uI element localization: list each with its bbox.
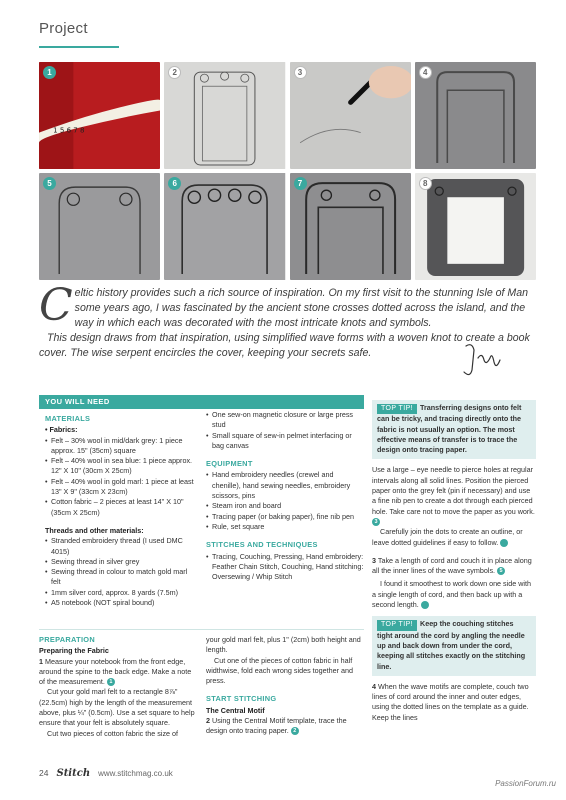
step-paragraph: your gold marl felt, plus 1" (2cm) both height and length.: [206, 635, 361, 655]
list-item: • A5 notebook (NOT spiral bound): [45, 598, 197, 608]
list-item: • 1mm silver cord, approx. 8 yards (7.5m): [45, 588, 197, 598]
preparing-fabric-heading: Preparing the Fabric: [39, 646, 109, 656]
step-photo-grid: [39, 62, 536, 280]
step-number-badge: 2: [168, 66, 181, 79]
photo-finished-frame: [415, 173, 536, 280]
step-paragraph: 4 When the wave motifs are complete, couch two lines of cord around the inner and outer edges, using the dotted lines on the template as a guide. Keep the lines: [372, 681, 529, 722]
instructions-column-right: [372, 400, 536, 723]
central-motif-heading: The Central Motif: [206, 705, 265, 715]
step-number-badge: 4: [419, 66, 432, 79]
step-number-badge: 8: [419, 177, 432, 190]
top-tip-label: TOP TIP!: [377, 620, 417, 630]
start-stitching-column: [206, 635, 364, 737]
list-item: • Felt – 40% wool in gold marl: 1 piece at least 13" X 9" (33cm X 23cm): [45, 477, 197, 498]
stitches-list: [206, 552, 364, 583]
photo-pen-tracing: [290, 62, 411, 169]
fabrics-list: [45, 436, 197, 518]
step-number-badge: 7: [294, 177, 307, 190]
start-stitching-heading: START STITCHING: [206, 694, 277, 704]
materials-column: [45, 414, 197, 608]
fabrics-heading: • Fabrics:: [45, 425, 78, 435]
intro-paragraph-1: Celtic history provides such a rich source of inspiration. On my first visit to the stunning Isle of Man some years ago, I was fascinated by the ancient stone crosses dotted across the island, and the way in which each was decorated with the most intricate knots and symbols.: [39, 280, 529, 331]
list-item: • Tracing paper (or baking paper), fine nib pen: [206, 512, 364, 522]
step-photo-3: [290, 62, 411, 169]
watermark: PassionForum.ru: [495, 779, 556, 788]
list-item: • Steam iron and board: [206, 501, 364, 511]
step-photo-4: [415, 62, 536, 169]
page-footer: [39, 768, 173, 779]
preparation-heading: PREPARATION: [39, 635, 95, 644]
header-rule: [39, 46, 119, 48]
list-item: • Rule, set square: [206, 522, 364, 532]
top-tip-box: TOP TIP! Transferring designs onto felt can be tricky, and tracing directly onto the fabric is not usually an option. The most effective means of transfer is to trace the design onto tracing paper.: [372, 400, 536, 459]
you-will-need-bar: YOU WILL NEED: [39, 395, 364, 409]
step-photo-1: [39, 62, 160, 169]
photo-ref-badge: 1: [107, 678, 115, 686]
list-item: • One sew-on magnetic closure or large press stud: [206, 410, 364, 431]
preparation-column: [39, 635, 197, 739]
photo-ref-badge: 6: [421, 601, 429, 609]
section-title: Project: [39, 20, 88, 37]
equipment-list: [206, 470, 364, 532]
step-photo-2: [164, 62, 285, 169]
intro-paragraph-2: This design draws from that inspiration, using simplified wave forms with a woven knot to create a book cover. The wise serpent encircles the cover, keeping your secrets safe.: [39, 332, 530, 359]
list-item: • Felt – 30% wool in mid/dark grey: 1 piece approx. 15" (35cm) square: [45, 436, 197, 457]
photo-inner-outer-lines: [290, 173, 411, 280]
list-item: • Hand embroidery needles (crewel and chenille), hand sewing needles, embroidery scissors, pins: [206, 470, 364, 501]
section-divider: [39, 629, 364, 630]
step-paragraph: Cut two pieces of cotton fabric the size of: [47, 728, 179, 738]
svg-text:1 5 6 7 8: 1 5 6 7 8: [53, 125, 85, 135]
step-paragraph: 2 Using the Central Motif template, trace the design onto tracing paper. 2: [206, 716, 347, 736]
list-item: • Sewing thread in silver grey: [45, 557, 197, 567]
drop-cap: C: [39, 280, 73, 331]
equipment-heading: EQUIPMENT: [206, 459, 253, 469]
page-number: 24: [39, 768, 49, 778]
step-paragraph: Use a large – eye needle to pierce holes at regular intervals along all solid lines. Position the pierced paper onto the grey felt (pin if necessary) and use a fine nib pen to create a dot through each pierced hole. Take care not to move the paper as you work. 3: [372, 465, 535, 526]
magazine-logo: Stitch: [56, 768, 91, 779]
threads-heading: Threads and other materials:: [45, 525, 144, 535]
extra-materials-list: [206, 410, 364, 451]
photo-ref-badge: 2: [291, 727, 299, 735]
step-paragraph: Cut one of the pieces of cotton fabric in half widthwise, fold each wrong sides together and press.: [206, 655, 354, 686]
top-tip-label: TOP TIP!: [377, 404, 417, 414]
top-tip-box: TOP TIP! Keep the couching stitches tight around the cord by angling the needle up and back down from under the cord, keeping all stitches exactly on the stitching line.: [372, 616, 536, 675]
equipment-column: [206, 410, 364, 582]
photo-traced-template: [164, 62, 285, 169]
magazine-url[interactable]: www.stitchmag.co.uk: [98, 769, 173, 778]
list-item: • Cotton fabric – 2 pieces at least 14" X 10" (35cm X 25cm): [45, 497, 197, 518]
list-item: • Sewing thread in colour to match gold marl felt: [45, 567, 197, 588]
photo-red-felt-tape-measure: [39, 62, 160, 169]
step-number-badge: 1: [43, 66, 56, 79]
stitches-heading: STITCHES AND TECHNIQUES: [206, 540, 318, 550]
step-paragraph: 1 Measure your notebook from the front edge, around the spine to the back edge. Make a note of the measurement. 1: [39, 656, 192, 687]
photo-ref-badge: 5: [497, 567, 505, 575]
photo-ref-badge: 3: [372, 518, 380, 526]
author-signature-icon: [458, 340, 506, 382]
step-paragraph: 3 Take a length of cord and couch it in place along all the inner lines of the wave symbols. 5: [372, 555, 532, 576]
step-number-badge: 6: [168, 177, 181, 190]
step-photo-6: [164, 173, 285, 280]
step-photo-8: [415, 173, 536, 280]
step-paragraph: Carefully join the dots to create an outline, or leave dotted guidelines if easy to follow. 4: [372, 527, 523, 547]
photo-grey-felt-outline: [415, 62, 536, 169]
step-paragraph: Cut your gold marl felt to a rectangle 8⅞" (22.5cm) high by the length of the measurement above, plus ¼" (0.5cm). Use a set square to help ensure that your felt is absolutely square.: [39, 687, 195, 728]
threads-list: [45, 536, 197, 608]
materials-heading: MATERIALS: [45, 414, 91, 423]
photo-ref-badge: 4: [500, 539, 508, 547]
list-item: • Small square of sew-in pelmet interfacing or bag canvas: [206, 431, 364, 452]
step-number-badge: 5: [43, 177, 56, 190]
photo-couching-start: [39, 173, 160, 280]
photo-couched-waves: [164, 173, 285, 280]
list-item: • Stranded embroidery thread (I used DMC 4015): [45, 536, 197, 557]
list-item: • Tracing, Couching, Pressing, Hand embroidery: Feather Chain Stitch, Couching, Hand stitching: Oversewing / Whip Stitch: [206, 552, 364, 583]
step-photo-7: [290, 173, 411, 280]
step-photo-5: [39, 173, 160, 280]
section-header: [39, 20, 88, 38]
step-number-badge: 3: [294, 66, 307, 79]
list-item: • Felt – 40% wool in sea blue: 1 piece approx. 12" X 10" (30cm X 25cm): [45, 456, 197, 477]
step-paragraph: I found it smoothest to work down one side with a single length of cord, and then back up with a second length. 6: [372, 579, 532, 610]
